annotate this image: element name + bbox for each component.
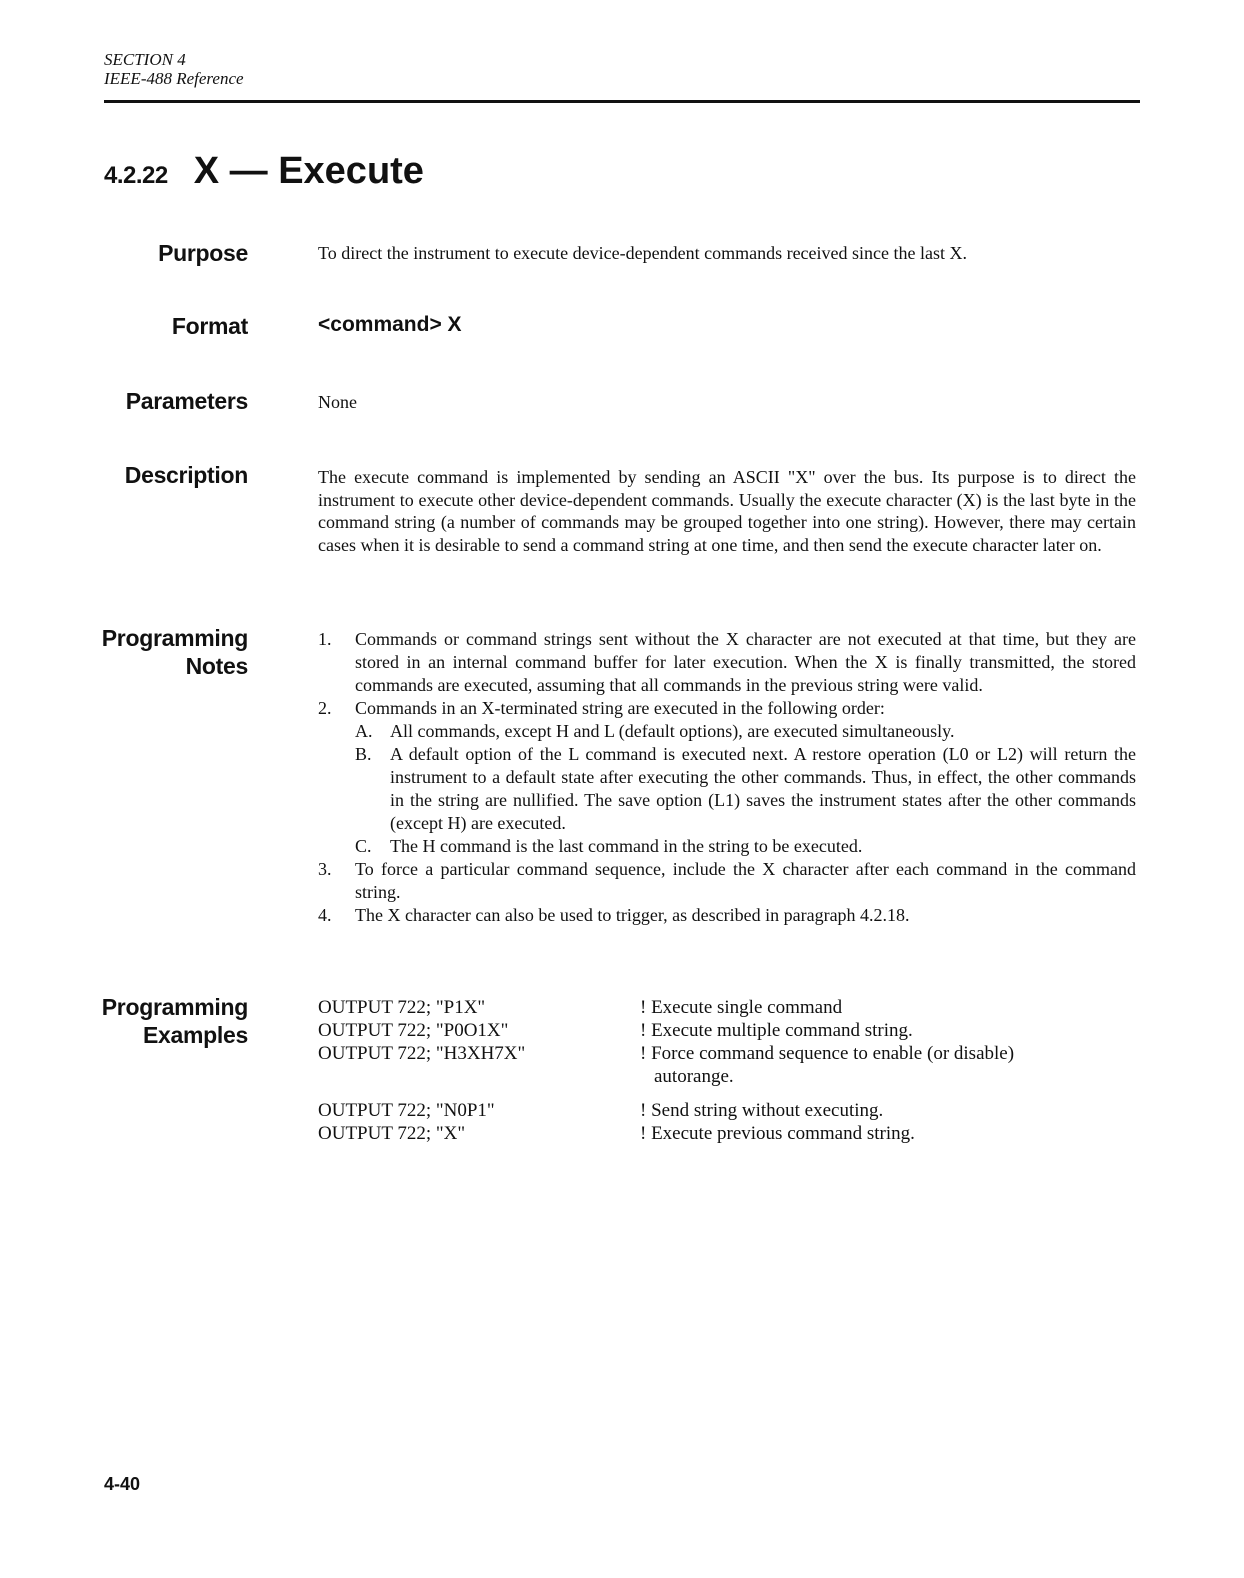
example-code bbox=[318, 1065, 640, 1088]
note-subitem bbox=[318, 835, 1136, 858]
note-number: 3. bbox=[318, 859, 332, 879]
subitem-letter: A. bbox=[355, 721, 373, 741]
section-number: 4.2.22 bbox=[104, 162, 168, 189]
section-title: X — Execute bbox=[193, 150, 424, 192]
parameters-text: None bbox=[318, 392, 357, 412]
note-item bbox=[318, 628, 1136, 697]
note-number: 1. bbox=[318, 629, 332, 649]
running-header bbox=[104, 50, 244, 88]
description-label: Description bbox=[124, 462, 248, 488]
subitem-text: All commands, except H and L (default options), are executed simultaneously. bbox=[390, 721, 955, 741]
subitem-letter: B. bbox=[355, 744, 372, 764]
note-text: To force a particular command sequence, include the X character after each command in the command string. bbox=[355, 859, 1136, 902]
programming-examples-table bbox=[318, 996, 1136, 1145]
example-comment: ! Execute single command bbox=[640, 997, 843, 1018]
format-syntax: <command> X bbox=[318, 313, 462, 336]
description-text: The execute command is implemented by sending an ASCII "X" over the bus. Its purpose is to direct the instrument to execute other device-dependent commands. Usually the execute character (X) is the last byte in the command string (a number of commands may be grouped together into one string). However, there may certain cases when it is desirable to send a command string at one time, and then send the execute character later on. bbox=[318, 467, 1136, 555]
note-number: 4. bbox=[318, 905, 332, 925]
programming-examples-label-line1: Programming bbox=[101, 994, 248, 1020]
example-row bbox=[318, 1019, 1136, 1042]
example-comment: ! Send string without executing. bbox=[640, 1100, 884, 1121]
programming-examples-label bbox=[60, 993, 248, 1049]
example-comment: ! Execute previous command string. bbox=[640, 1123, 915, 1144]
section-heading bbox=[104, 150, 424, 193]
programming-examples-label-line2: Examples bbox=[143, 1022, 248, 1048]
example-row bbox=[318, 1099, 1136, 1122]
example-comment: ! Execute multiple command string. bbox=[640, 1020, 913, 1041]
section-subtitle: IEEE-488 Reference bbox=[104, 69, 244, 88]
page-number: 4-40 bbox=[104, 1474, 141, 1494]
example-code: OUTPUT 722; "H3XH7X" bbox=[318, 1043, 526, 1064]
note-item bbox=[318, 697, 1136, 720]
note-subitem bbox=[318, 743, 1136, 835]
programming-notes-label-line1: Programming bbox=[101, 625, 248, 651]
example-row bbox=[318, 1065, 1136, 1088]
note-text: Commands or command strings sent without the X character are not executed at that time, but they are stored in an internal command buffer for later execution. When the X is finally transmitted, the stored commands are executed, assuming that all commands in the previous string were valid. bbox=[355, 629, 1136, 695]
example-comment: ! Force command sequence to enable (or disable) bbox=[640, 1043, 1015, 1064]
subitem-letter: C. bbox=[355, 836, 372, 856]
note-text: The X character can also be used to trigger, as described in paragraph 4.2.18. bbox=[355, 905, 910, 925]
purpose-label: Purpose bbox=[158, 240, 248, 266]
example-row bbox=[318, 1122, 1136, 1145]
example-row bbox=[318, 1042, 1136, 1065]
note-item bbox=[318, 904, 1136, 927]
example-code: OUTPUT 722; "N0P1" bbox=[318, 1100, 495, 1121]
example-row bbox=[318, 996, 1136, 1019]
parameters-label: Parameters bbox=[125, 388, 248, 414]
note-item bbox=[318, 858, 1136, 904]
example-spacer bbox=[318, 1088, 1136, 1099]
section-label: SECTION 4 bbox=[104, 50, 186, 69]
example-comment: autorange. bbox=[654, 1066, 734, 1087]
subitem-text: A default option of the L command is executed next. A restore operation (L0 or L2) will return the instrument to a default state after executing the other commands. Thus, in effect, the other commands in the string are nullified. The save option (L1) saves the instrument states after the other commands (except H) are executed. bbox=[390, 744, 1136, 833]
purpose-text: To direct the instrument to execute device-dependent commands received since the last X. bbox=[318, 243, 967, 263]
programming-notes-list bbox=[318, 628, 1136, 927]
example-code: OUTPUT 722; "P0O1X" bbox=[318, 1020, 509, 1041]
header-rule bbox=[104, 100, 1140, 103]
example-code: OUTPUT 722; "P1X" bbox=[318, 997, 486, 1018]
subitem-text: The H command is the last command in the string to be executed. bbox=[390, 836, 863, 856]
note-text: Commands in an X-terminated string are executed in the following order: bbox=[355, 698, 885, 718]
format-label: Format bbox=[171, 313, 248, 339]
programming-notes-label-line2: Notes bbox=[185, 653, 248, 679]
note-number: 2. bbox=[318, 698, 332, 718]
note-subitem bbox=[318, 720, 1136, 743]
example-code: OUTPUT 722; "X" bbox=[318, 1123, 466, 1144]
programming-notes-label bbox=[60, 624, 248, 680]
